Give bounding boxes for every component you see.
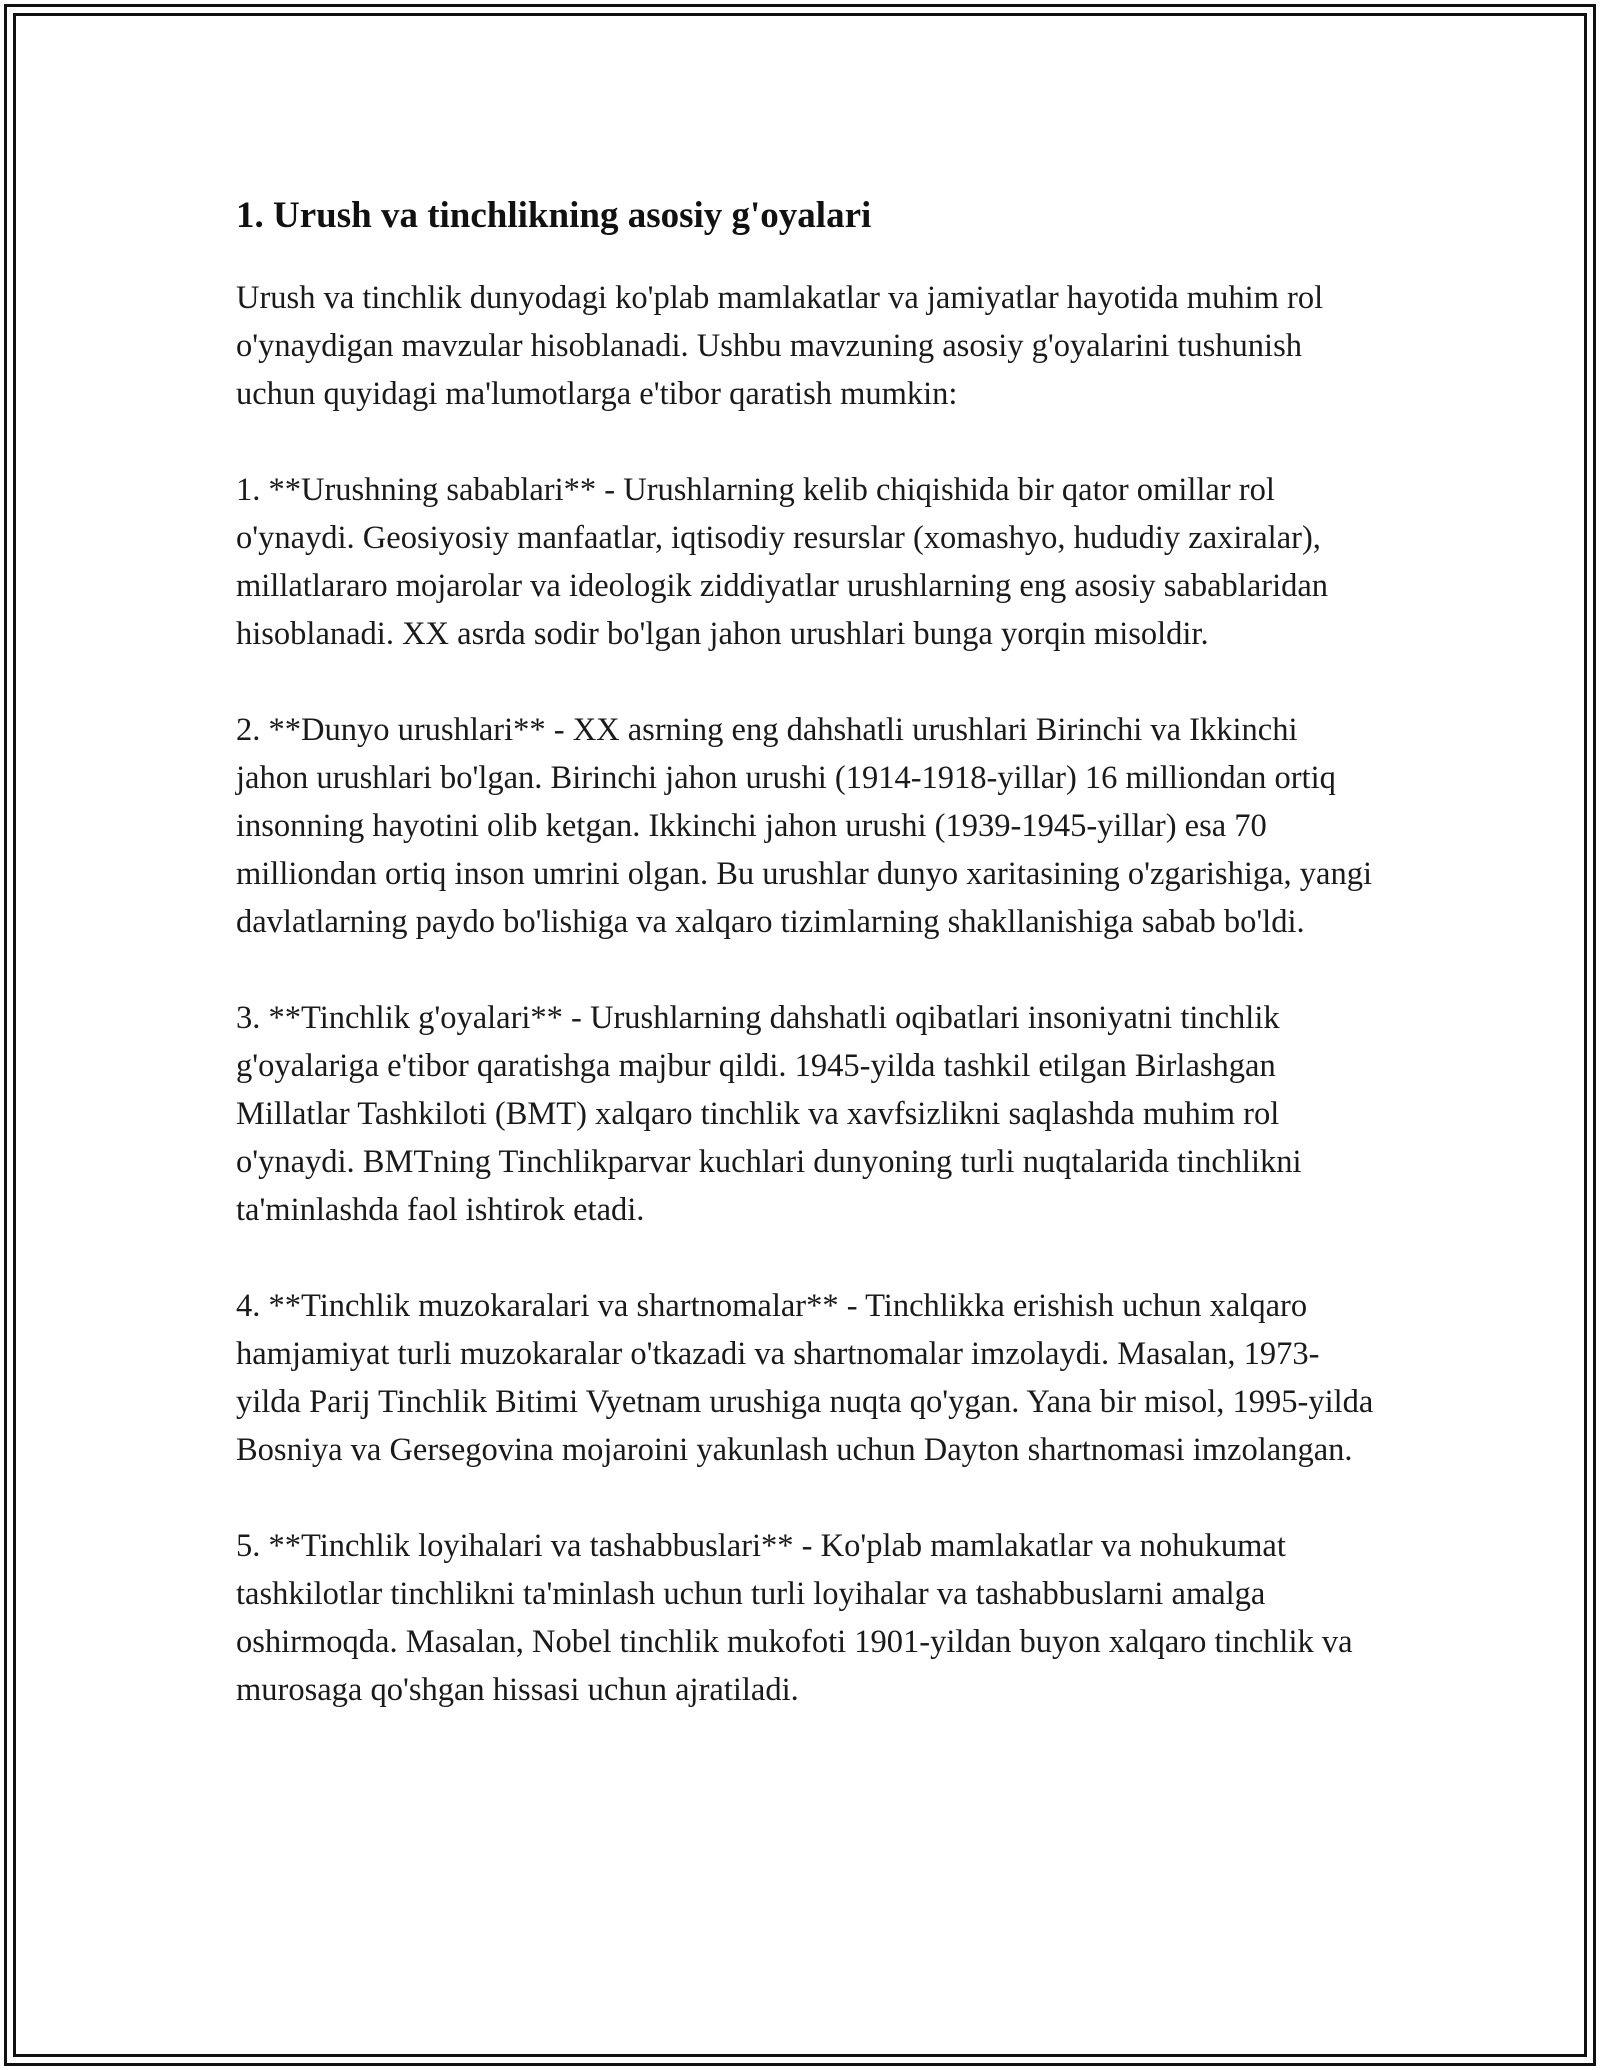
section-heading: 1. Urush va tinchlikning asosiy g'oyalari [236, 195, 872, 236]
paragraph-world-wars: 2. **Dunyo urushlari** - XX asrning eng dahshatli urushlari Birinchi va Ikkinchi jahon urushlari bo'lgan. Birinchi jahon urushi (1914-1918-yillar) 16 milliondan ortiq insonning hayotini olib ketgan. Ikkinchi jahon urushi (1939-1945-yillar) esa 70 milliondan ortiq inson umrini olgan. Bu urushlar dunyo xaritasining o'zgarishiga, yangi davlatlarning paydo bo'lishiga va xalqaro tizimlarning shakllanishiga sabab bo'ldi. [236, 712, 1372, 940]
paragraph-peace-initiatives: 5. **Tinchlik loyihalari va tashabbuslari** - Ko'plab mamlakatlar va nohukumat tashkilotlar tinchlikni ta'minlash uchun turli loyihalar va tashabbuslarni amalga oshirmoqda. Masalan, Nobel tinchlik mukofoti 1901-yildan buyon xalqaro tinchlik va murosaga qo'shgan hissasi uchun ajratiladi. [236, 1528, 1353, 1708]
paragraph-war-causes: 1. **Urushning sabablari** - Urushlarning kelib chiqishida bir qator omillar rol o'ynaydi. Geosiyosiy manfaatlar, iqtisodiy resurslar (xomashyo, hududiy zaxiralar), millatlararo mojarolar va ideologik ziddiyatlar urushlarning eng asosiy sabablaridan hisoblanadi. XX asrda sodir bo'lgan jahon urushlari bunga yorqin misoldir. [236, 472, 1329, 652]
paragraph-peace-ideas: 3. **Tinchlik g'oyalari** - Urushlarning dahshatli oqibatlari insoniyatni tinchlik g'oyalariga e'tibor qaratishga majbur qildi. 1945-yilda tashkil etilgan Birlashgan Millatlar Tashkiloti (BMT) xalqaro tinchlik va xavfsizlikni saqlashda muhim rol o'ynaydi. BMTning Tinchlikparvar kuchlari dunyoning turli nuqtalarida tinchlikni ta'minlashda faol ishtirok etadi. [236, 1000, 1302, 1228]
intro-paragraph: Urush va tinchlik dunyodagi ko'plab mamlakatlar va jamiyatlar hayotida muhim rol o'ynaydigan mavzular hisoblanadi. Ushbu mavzuning asosiy g'oyalarini tushunish uchun quyidagi ma'lumotlarga e'tibor qaratish mumkin: [236, 280, 1324, 412]
paragraph-peace-treaties: 4. **Tinchlik muzokaralari va shartnomalar** - Tinchlikka erishish uchun xalqaro hamjamiyat turli muzokaralar o'tkazadi va shartnomalar imzolaydi. Masalan, 1973-yilda Parij Tinchlik Bitimi Vyetnam urushiga nuqta qo'ygan. Yana bir misol, 1995-yilda Bosniya va Gersegovina mojaroini yakunlash uchun Dayton shartnomasi imzolangan. [236, 1288, 1374, 1468]
document-body [236, 188, 1376, 1762]
